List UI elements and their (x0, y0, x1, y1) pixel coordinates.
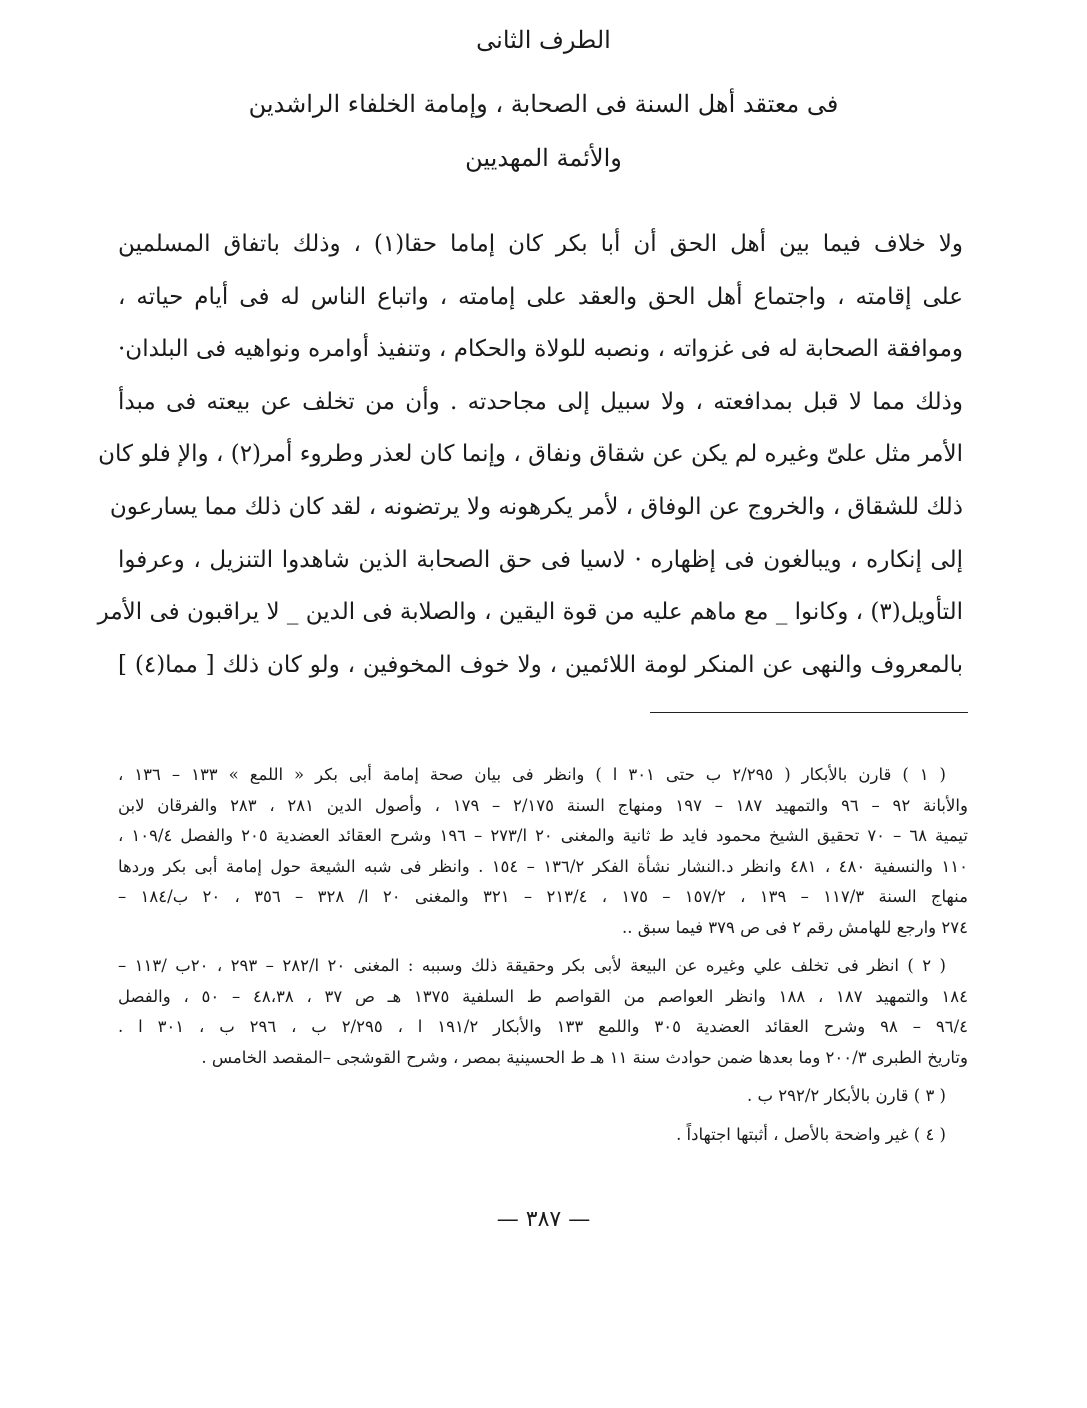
footnotes (118, 760, 968, 1158)
footnote-line: ( ٤ ) غير واضحة بالأصل ، أثبتها اجتهاداً . (676, 1124, 946, 1144)
footnote-line: ( ١ ) قارن بالأبكار ( ٢/٢٩٥ ب حتى ٣٠١ ا ) وانظر فى بيان صحة إمامة أبى بكر « اللمع » ١٣٣ – ١٣٦ ، (118, 765, 946, 784)
footnote-line: ٢٧٤ وارجع للهامش رقم ٢ فى ص ٣٧٩ فيما سبق .. (622, 917, 968, 937)
body-line: على إقامته ، واجتماع أهل الحق والعقد على إمامته ، واتباع الناس له فى أيام حياته ، (118, 283, 963, 310)
footnote-4 (118, 1120, 968, 1151)
footnote-line: ( ٣ ) قارن بالأبكار ٢٩٢/٢ ب . (746, 1086, 946, 1105)
body-line: ولا خلاف فيما بين أهل الحق أن أبا بكر كان إماما حقا(١) ، وذلك باتفاق المسلمين (118, 231, 963, 257)
footnote-line: ( ٢ ) انظر فى تخلف علي وغيره عن البيعة لأبى بكر وحقيقة ذلك وسببه : المغنى ٢٠ ا/٢٨٢ – ٢٩٣ ، ٢٠ب /١١٣ – (118, 956, 946, 975)
body-line: إلى إنكاره ، ويبالغون فى إظهاره · لاسيا فى حق الصحابة الذين شاهدوا التنزيل ، وعرفوا (118, 546, 963, 573)
body-line: الأمر مثل علىّ وغيره لم يكن عن شقاق ونفاق ، وإنما كان لعذر وطروء أمر(٢) ، والإ فلو كان (98, 441, 963, 468)
section-title: الطرف الثانى (476, 26, 611, 54)
footnote-line: ١٨٤ والتمهيد ١٨٧ ، ١٨٨ وانظر العواصم من القواصم ط السلفية ١٣٧٥ هـ ص ٣٧ ، ٤٨،٣٨ – ٥٠ ، والفصل (118, 986, 968, 1006)
footnote-3 (118, 1081, 968, 1112)
body-line: ذلك للشقاق ، والخروج عن الوفاق ، لأمر يكرهونه ولا يرتضونه ، لقد كان ذلك مما يسارعون (109, 493, 963, 520)
body-line: التأويل(٣) ، وكانوا _ مع ماهم عليه من قوة اليقين ، والصلابة فى الدين _ لا يراقبون فى الأمر (97, 599, 963, 626)
section-subtitle-line-2: والأئمة المهديين (465, 144, 622, 172)
footnote-2 (118, 951, 968, 1073)
footnote-line: تيمية ٦٨ – ٧٠ تحقيق الشيخ محمود فايد ط ثانية والمغنى ٢٠ ا/٢٧٣ – ١٩٦ وشرح العقائد العضدية ٢٠٥ والفصل ١٠٩/٤ ، (118, 826, 968, 845)
section-subtitle-line-1: فى معتقد أهل السنة فى الصحابة ، وإمامة الخلفاء الراشدين (248, 90, 839, 118)
footnote-line: وتاريخ الطبرى ٢٠٠/٣ وما بعدها ضمن حوادث سنة ١١ هـ ط الحسينية بمصر ، وشرح القوشجى –المقصد الخامس . (201, 1047, 968, 1067)
footnote-line: والأبانة ٩٢ – ٩٦ والتمهيد ١٨٧ – ١٩٧ ومنهاج السنة ٢/١٧٥ – ١٧٩ ، وأصول الدين ٢٨١ ، ٢٨٣ والفرقان لابن (118, 795, 968, 815)
footnote-divider (650, 712, 968, 713)
body-paragraph (97, 218, 963, 691)
footnote-line: ٩٦/٤ – ٩٨ وشرح العقائد العضدية ٣٠٥ واللمع ١٣٣ والأبكار ١٩١/٢ ا ، ٢/٢٩٥ ب ، ٢٩٦ ب ، ٣٠١ ا . (118, 1017, 969, 1036)
body-line: وموافقة الصحابة له فى غزواته ، ونصبه للولاة والحكام ، وتنفيذ أوامره ونواهيه فى البلدان· (118, 336, 963, 363)
footnote-line: منهاج السنة ١١٧/٣ – ١٣٩ ، ١٥٧/٢ – ١٧٥ ، ٢١٣/٤ – ٣٢١ والمغنى ٢٠ ا/ ٣٢٨ – ٣٥٦ ، ٢٠ ب/١٨٤ – (118, 887, 968, 906)
body-line: وذلك مما لا قبل بمدافعته ، ولا سبيل إلى مجاحدته . وأن من تخلف عن بيعته فى مبدأ (118, 388, 963, 415)
body-line: بالمعروف والنهى عن المنكر لومة اللائمين ، ولا خوف المخوفين ، ولو كان ذلك [ مما(٤) ] (118, 651, 963, 678)
footnote-line: ١١٠ والنسفية ٤٨٠ ، ٤٨١ وانظر د.النشار نشأة الفكر ١٣٦/٢ – ١٥٤ . وانظر فى شبه الشيعة حول إمامة أبى بكر وردها (118, 856, 968, 876)
footnote-1 (118, 760, 968, 943)
page-number: — ٣٨٧ — (496, 1207, 591, 1232)
